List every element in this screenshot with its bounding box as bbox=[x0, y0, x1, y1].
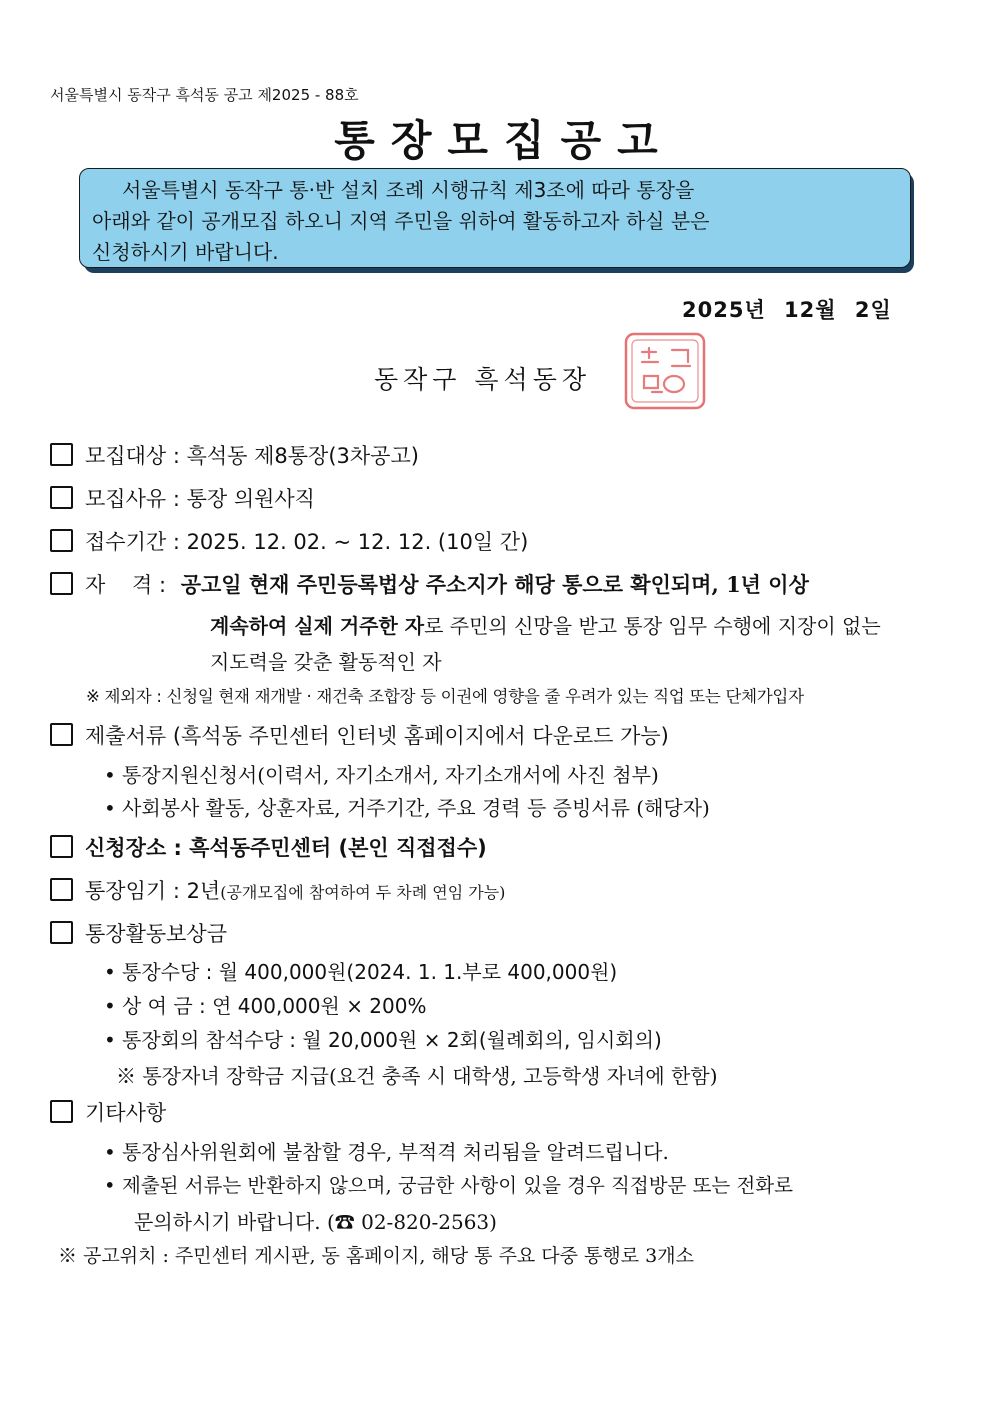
notice-line-3: 신청하시기 바랍니다. bbox=[92, 240, 279, 264]
notice-box bbox=[79, 168, 911, 268]
issuer-name: 동작구 흑석동장 bbox=[374, 365, 591, 394]
checkbox-icon bbox=[50, 443, 73, 466]
qualification-line-2: 계속하여 실제 거주한 자로 주민의 신망을 받고 통장 임무 수행에 지장이 없는 bbox=[210, 614, 881, 638]
posting-location-note: ※ 공고위치 : 주민센터 게시판, 동 홈페이지, 해당 통 주요 다중 통행로 3개소 bbox=[58, 1245, 694, 1267]
bullet-icon: • bbox=[104, 796, 116, 820]
bullet-icon: • bbox=[104, 994, 116, 1018]
official-seal bbox=[622, 330, 708, 412]
exclusion-note: ※ 제외자 : 신청일 현재 재개발 · 재건축 조합장 등 이권에 영향을 줄 우려가 있는 직업 또는 단체가입자 bbox=[86, 687, 804, 706]
checkbox-icon bbox=[50, 921, 73, 944]
notice-line-2: 아래와 같이 공개모집 하오니 지역 주민을 위하여 활동하고자 하실 분은 bbox=[92, 209, 710, 233]
notice-line-1: 서울특별시 동작구 통·반 설치 조례 시행규칙 제3조에 따라 통장을 bbox=[122, 178, 695, 202]
item-period: 접수기간 : 2025. 12. 02. ~ 12. 12. (10일 간) bbox=[50, 526, 528, 556]
notice-date: 2025년 12월 2일 bbox=[682, 298, 892, 322]
item-place: 신청장소 : 흑석동주민센터 (본인 직접접수) bbox=[50, 832, 487, 862]
qualification-line-3: 지도력을 갖춘 활동적인 자 bbox=[210, 650, 442, 674]
item-compensation: 통장활동보상금 bbox=[50, 918, 227, 948]
document-number: 서울특별시 동작구 흑석동 공고 제2025 - 88호 bbox=[50, 86, 359, 104]
checkbox-icon bbox=[50, 572, 73, 595]
checkbox-icon bbox=[50, 529, 73, 552]
comp-bullet-1: • 통장수당 : 월 400,000원(2024. 1. 1.부로 400,000원) bbox=[104, 960, 618, 984]
doc-bullet-2: • 사회봉사 활동, 상훈자료, 거주기간, 주요 경력 등 증빙서류 (해당자) bbox=[104, 796, 710, 820]
item-reason: 모집사유 : 통장 의원사직 bbox=[50, 483, 315, 513]
doc-bullet-1: • 통장지원신청서(이력서, 자기소개서, 자기소개서에 사진 첨부) bbox=[104, 763, 659, 787]
bullet-icon: • bbox=[104, 1028, 116, 1052]
item-target: 모집대상 : 흑석동 제8통장(3차공고) bbox=[50, 440, 419, 470]
checkbox-icon bbox=[50, 723, 73, 746]
item-etc: 기타사항 bbox=[50, 1097, 166, 1127]
etc-bullet-2-continued: 문의하시기 바랍니다. (☎ 02-820-2563) bbox=[134, 1210, 497, 1234]
comp-bullet-3: • 통장회의 참석수당 : 월 20,000원 × 2회(월례회의, 임시회의) bbox=[104, 1028, 662, 1052]
checkbox-icon bbox=[50, 835, 73, 858]
item-qualification: 자 격 : 공고일 현재 주민등록법상 주소지가 해당 통으로 확인되며, 1년 이상 bbox=[50, 569, 809, 599]
bullet-icon: • bbox=[104, 1140, 116, 1164]
checkbox-icon bbox=[50, 878, 73, 901]
comp-bullet-2: • 상 여 금 : 연 400,000원 × 200% bbox=[104, 994, 427, 1018]
bullet-icon: • bbox=[104, 1174, 116, 1197]
etc-bullet-1: • 통장심사위원회에 불참할 경우, 부적격 처리됨을 알려드립니다. bbox=[104, 1140, 669, 1164]
scholarship-note: ※ 통장자녀 장학금 지급(요건 충족 시 대학생, 고등학생 자녀에 한함) bbox=[116, 1064, 718, 1088]
checkbox-icon bbox=[50, 486, 73, 509]
etc-bullet-2: • 제출된 서류는 반환하지 않으며, 궁금한 사항이 있을 경우 직접방문 또는 전화로 bbox=[104, 1174, 793, 1197]
checkbox-icon bbox=[50, 1100, 73, 1123]
bullet-icon: • bbox=[104, 763, 116, 787]
page-title: 통장모집공고 bbox=[314, 108, 677, 173]
bullet-icon: • bbox=[104, 960, 116, 984]
item-documents: 제출서류 (흑석동 주민센터 인터넷 홈페이지에서 다운로드 가능) bbox=[50, 720, 669, 750]
item-term: 통장임기 : 2년(공개모집에 참여하여 두 차례 연임 가능) bbox=[50, 875, 505, 905]
